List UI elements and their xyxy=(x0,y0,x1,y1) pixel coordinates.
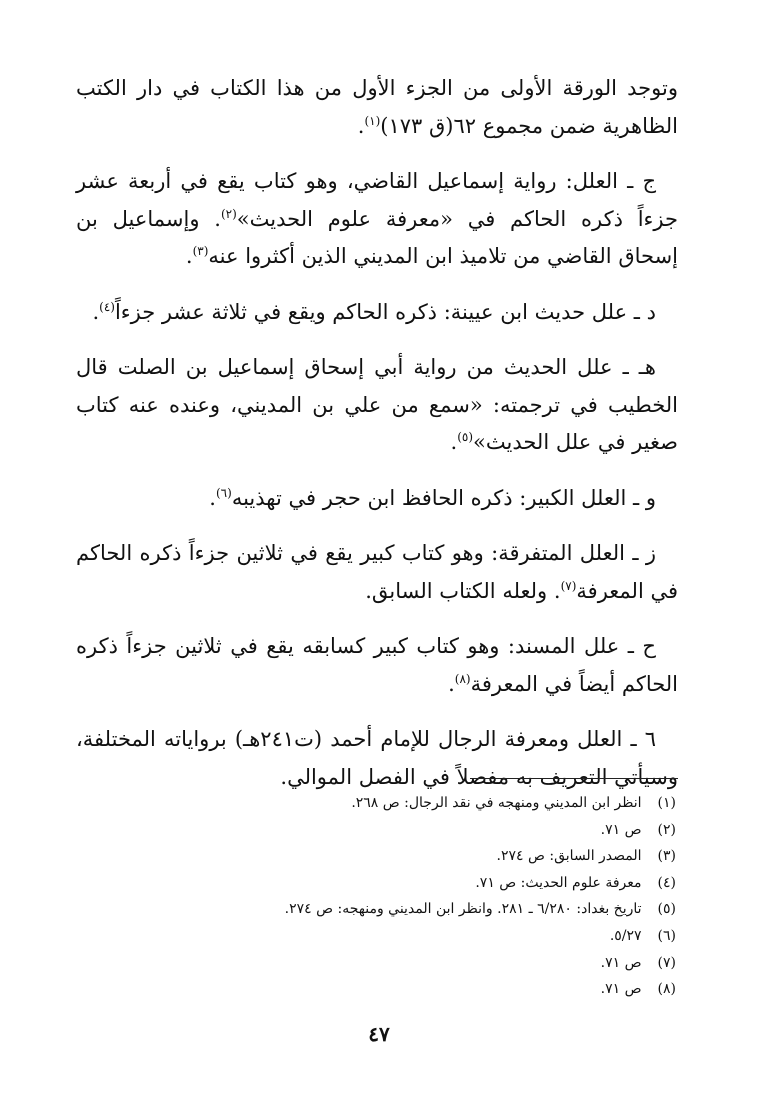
footnote-text: تاريخ بغداد: ٦/٢٨٠ ـ ٢٨١. وانظر ابن المديني ومنهجه: ص ٢٧٤. xyxy=(284,901,642,918)
paragraph-1: وتوجد الورقة الأولى من الجزء الأول من هذا الكتاب في دار الكتب الظاهرية ضمن مجموع ٦٢(ق ١٧٣)$^{(١)}$. xyxy=(76,76,678,138)
footnote-item xyxy=(76,976,676,1003)
paragraph-5: و ـ العلل الكبير: ذكره الحافظ ابن حجر في تهذيبه$^{(٦)}$. xyxy=(209,485,656,510)
paragraph-7: ح ـ علل المسند: وهو كتاب كبير كسابقه يقع في ثلاثين جزءاً ذكره الحاكم أيضاً في المعرفة$^{(٨)}$. xyxy=(76,634,678,696)
footnote-number: (٣) xyxy=(657,848,676,865)
footnote-ref[interactable]: (١) xyxy=(364,113,381,128)
footnote-number: (٦) xyxy=(657,927,676,944)
footnote-ref[interactable]: (٢) xyxy=(220,206,237,221)
footnote-item xyxy=(76,870,676,897)
paragraph-4: هـ ـ علل الحديث من رواية أبي إسحاق إسماعيل بن الصلت قال الخطيب في ترجمته: «سمع من علي بن المديني، وعنده عنه كتاب صغير في علل الحديث»$^{(٥)}$. xyxy=(76,355,678,454)
main-text xyxy=(76,70,678,814)
footnote-ref[interactable]: (٤) xyxy=(99,299,115,314)
footnote-text: انظر ابن المديني ومنهجه في نقد الرجال: ص ٢٦٨. xyxy=(351,795,642,811)
footnote-ref[interactable]: (٧) xyxy=(560,578,577,593)
paragraph-2: ج ـ العلل: رواية إسماعيل القاضي، وهو كتاب يقع في أربعة عشر جزءاً ذكره الحاكم في «معرفة علوم الحديث»$^{(٢)}$. وإسماعيل بن إسحاق القاضي من تلاميذ ابن المديني الذين أكثروا عنه$^{(٣)}$. xyxy=(76,169,678,268)
paragraph-3: د ـ علل حديث ابن عيينة: ذكره الحاكم ويقع في ثلاثة عشر جزءاً$^{(٤)}$. xyxy=(92,299,656,324)
footnote-item xyxy=(76,843,676,870)
footnote-text: ٥/٢٧. xyxy=(609,927,642,944)
footnote-item xyxy=(76,790,676,817)
footnote-number: (٤) xyxy=(657,874,676,891)
footnote-ref[interactable]: (٨) xyxy=(454,671,471,686)
footnote-text: ص ٧١. xyxy=(600,981,642,998)
paragraph-6: ز ـ العلل المتفرقة: وهو كتاب كبير يقع في ثلاثين جزءاً ذكره الحاكم في المعرفة$^{(٧)}$. ولعله الكتاب السابق. xyxy=(76,541,678,603)
footnote-ref[interactable]: (٥) xyxy=(457,430,474,444)
footnote-item xyxy=(76,817,676,844)
footnote-item xyxy=(76,896,676,923)
footnote-ref[interactable]: (٦) xyxy=(215,485,232,500)
footnote-number: (٧) xyxy=(657,954,676,971)
footnote-text: ص ٧١. xyxy=(600,954,642,971)
paragraph-8: ٦ ـ العلل ومعرفة الرجال للإمام أحمد (ت٢٤١هـ) برواياته المختلفة، وسيأتي التعريف به مفصلاً في الفصل الموالي. xyxy=(76,727,678,789)
footnote-number: (٥) xyxy=(657,901,676,918)
footnote-ref[interactable]: (٣) xyxy=(192,244,209,258)
footnote-number: (١) xyxy=(657,795,676,811)
footnote-divider xyxy=(470,778,678,779)
footnote-text: المصدر السابق: ص ٢٧٤. xyxy=(496,848,642,865)
footnote-text: ص ٧١. xyxy=(600,821,642,838)
page-number: ٤٧ xyxy=(368,1022,390,1046)
footnote-number: (٨) xyxy=(657,981,676,998)
footnote-text: معرفة علوم الحديث: ص ٧١. xyxy=(475,874,642,891)
footnote-item xyxy=(76,923,676,950)
footnotes-list xyxy=(76,790,676,1003)
footnote-number: (٢) xyxy=(657,821,676,838)
footnote-item xyxy=(76,950,676,977)
